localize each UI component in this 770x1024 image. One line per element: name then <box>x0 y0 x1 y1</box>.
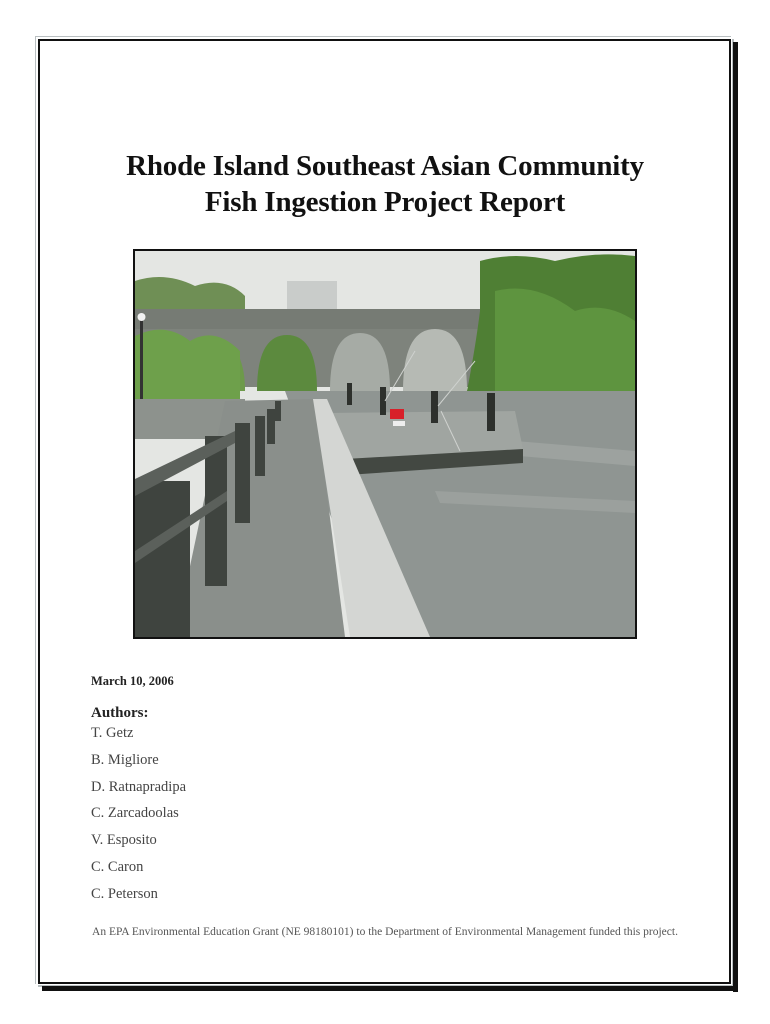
title-line-1: Rhode Island Southeast Asian Community <box>126 150 644 182</box>
author-item: V. Esposito <box>91 832 157 849</box>
fishing-scene-image <box>135 251 635 637</box>
frame-shadow-bottom <box>42 986 738 991</box>
title-line-2: Fish Ingestion Project Report <box>204 186 566 218</box>
report-date: March 10, 2006 <box>91 674 174 688</box>
author-item: C. Peterson <box>91 885 158 902</box>
author-item: D. Ratnapradipa <box>91 778 187 795</box>
funding-note: An EPA Environmental Education Grant (NE 98180101) to the Department of Environmental Management funded this project. <box>92 926 678 938</box>
authors-heading: Authors: <box>91 705 149 721</box>
frame-shadow-right <box>733 42 738 992</box>
author-item: C. Zarcadoolas <box>91 805 179 822</box>
report-title <box>60 148 710 220</box>
authors-list <box>91 724 186 912</box>
author-item: B. Migliore <box>91 751 159 768</box>
author-item: C. Caron <box>91 858 144 875</box>
author-item: T. Getz <box>91 725 134 741</box>
cover-photo <box>133 249 637 639</box>
